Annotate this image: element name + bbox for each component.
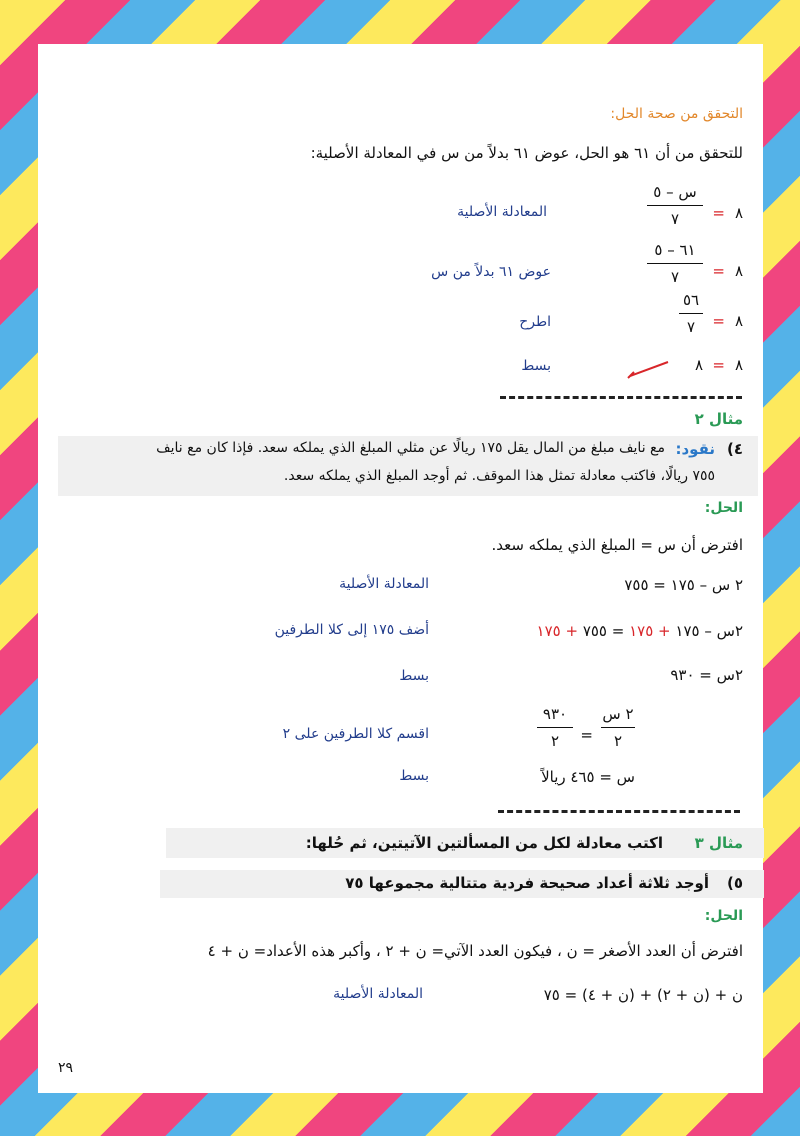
example2-step3-note: بسط xyxy=(399,668,429,684)
example3-instruction: اكتب معادلة لكل من المسألتين الآتيتين، ثم حُلها: xyxy=(305,834,663,852)
step4-right-fraction xyxy=(537,704,573,751)
example2-assume: افترض أن س = المبلغ الذي يملكه سعد. xyxy=(491,536,743,554)
example2-step2-eq xyxy=(537,622,743,640)
fraction-bar xyxy=(647,263,703,264)
step2-part-c: = ٧٥٥ xyxy=(582,622,625,640)
example2-step2-note: أضف ١٧٥ إلى كلا الطرفين xyxy=(274,622,429,638)
example2-line2: ٧٥٥ ريالًا، فاكتب معادلة تمثل هذا الموقف. ثم أوجد المبلغ الذي يملكه سعد. xyxy=(283,468,715,484)
verify-row2-fraction xyxy=(647,240,703,287)
verify-row4-lhs: ٨ xyxy=(734,356,743,374)
fraction-numerator: ٦١ – ٥ xyxy=(654,241,696,259)
fraction-denominator: ٧ xyxy=(670,210,680,228)
example2-step1-eq: ٢ س – ١٧٥ = ٧٥٥ xyxy=(624,576,743,594)
verify-row3-lhs: ٨ xyxy=(734,312,743,330)
example3-problem: أوجد ثلاثة أعداد صحيحة فردية متتالية مجموعها ٧٥ xyxy=(345,874,709,892)
step2-part-b: + ١٧٥ xyxy=(629,622,671,640)
example2-number: ٤) xyxy=(726,440,743,458)
fraction-numerator: س – ٥ xyxy=(653,183,697,201)
section-divider xyxy=(500,396,742,399)
example2-solution-label: الحل: xyxy=(704,500,743,516)
verify-title: التحقق من صحة الحل: xyxy=(610,106,743,122)
verify-row3-fraction xyxy=(679,290,703,337)
verify-row1-note: المعادلة الأصلية xyxy=(457,204,547,220)
example3-eq: ن + (ن + ٢) + (ن + ٤) = ٧٥ xyxy=(543,986,743,1004)
step2-part-d: + ١٧٥ xyxy=(536,622,579,640)
example3-assume: افترض أن العدد الأصغر = ن ، فيكون العدد الآتي= ن + ٢ ، وأكبر هذه الأعداد= ن + ٤ xyxy=(207,942,743,960)
example3-heading: مثال ٣ xyxy=(694,834,743,852)
example2-step4-note: اقسم كلا الطرفين على ٢ xyxy=(282,726,429,742)
verify-row2-lhs: ٨ xyxy=(734,262,743,280)
example3-note: المعادلة الأصلية xyxy=(333,986,423,1002)
verify-row4-note: بسط xyxy=(521,358,551,374)
fraction-bar xyxy=(647,205,703,206)
example2-step5-eq: س = ٤٦٥ ريالاً xyxy=(541,768,635,786)
page-number: ٢٩ xyxy=(58,1060,74,1076)
check-mark-icon xyxy=(626,358,670,382)
fraction-numerator: ٩٣٠ xyxy=(542,705,568,723)
example2-tag: نقود: xyxy=(675,440,715,458)
example2-step1-note: المعادلة الأصلية xyxy=(339,576,429,592)
example2-step5-note: بسط xyxy=(399,768,429,784)
example2-step3-eq: ٢س = ٩٣٠ xyxy=(670,666,743,684)
step4-left-fraction xyxy=(601,704,635,751)
fraction-denominator: ٧ xyxy=(686,318,696,336)
verify-row2-note: عوض ٦١ بدلاً من س xyxy=(431,264,551,280)
section-divider xyxy=(498,810,740,813)
verify-row1-fraction xyxy=(647,182,703,229)
example2-line1: مع نايف مبلغ من المال يقل ١٧٥ ريالًا عن مثلي المبلغ الذي يملكه سعد. فإذا كان مع نايف xyxy=(156,440,665,456)
fraction-denominator: ٢ xyxy=(550,732,560,750)
step2-part-a: ٢س – ١٧٥ xyxy=(675,622,743,640)
example3-number: ٥) xyxy=(726,874,743,892)
example3-solution-label: الحل: xyxy=(704,908,743,924)
example2-heading: مثال ٢ xyxy=(694,410,743,428)
fraction-denominator: ٢ xyxy=(613,732,623,750)
verify-row2-eq: = xyxy=(712,262,725,280)
verify-row4-rhs: ٨ xyxy=(694,356,703,374)
fraction-denominator: ٧ xyxy=(670,268,680,286)
verify-row3-eq: = xyxy=(712,312,725,330)
fraction-numerator: ٥٦ xyxy=(682,291,700,309)
fraction-bar xyxy=(537,727,573,728)
fraction-bar xyxy=(679,313,703,314)
step4-equals: = xyxy=(580,726,593,744)
verify-row3-note: اطرح xyxy=(519,314,551,330)
verify-row1-lhs: ٨ xyxy=(734,204,743,222)
verify-row1-eq: = xyxy=(712,204,725,222)
verify-intro: للتحقق من أن ٦١ هو الحل، عوض ٦١ بدلاً من س في المعادلة الأصلية: xyxy=(310,144,743,162)
fraction-bar xyxy=(601,727,635,728)
fraction-numerator: ٢ س xyxy=(602,705,634,723)
page-sheet xyxy=(38,44,763,1093)
verify-row4-eq: = xyxy=(712,356,725,374)
